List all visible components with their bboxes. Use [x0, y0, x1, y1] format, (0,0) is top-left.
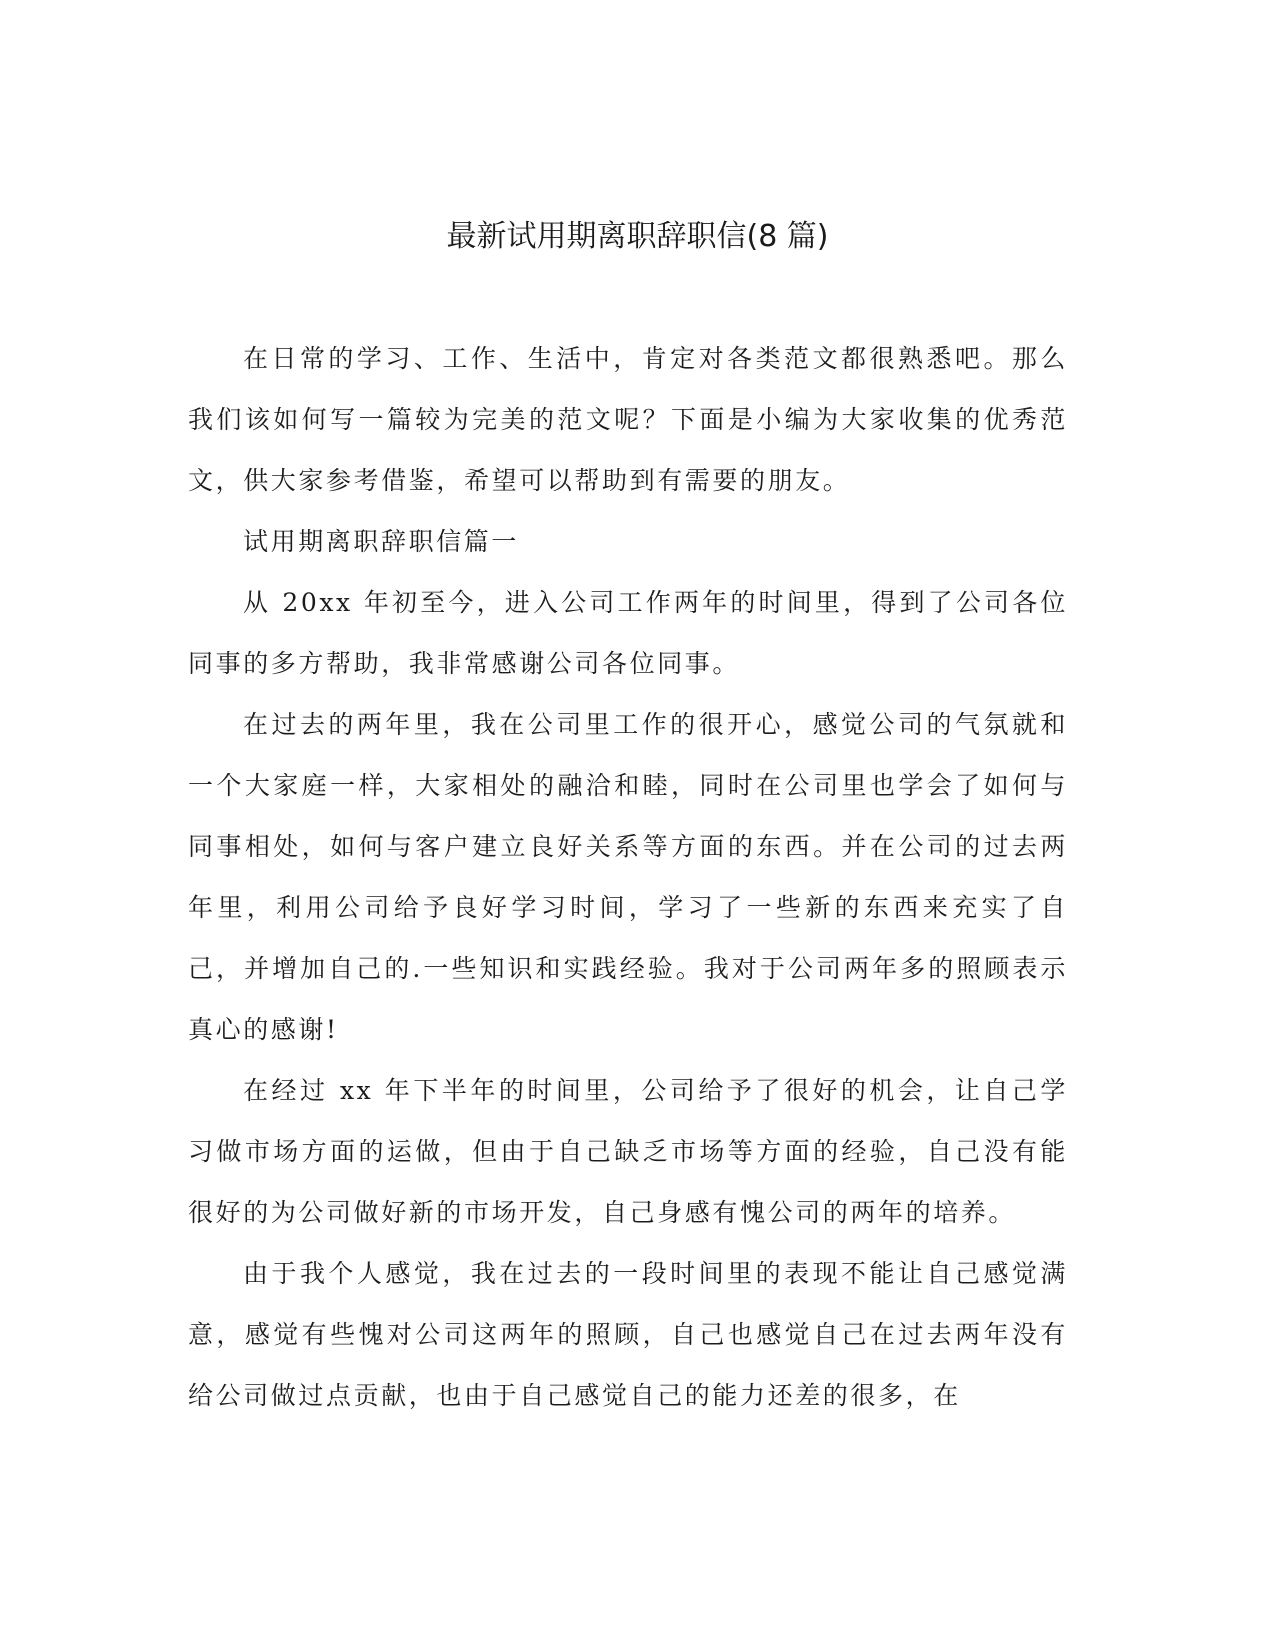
paragraph: 在经过 xx 年下半年的时间里，公司给予了很好的机会，让自己学习做市场方面的运做，但由于自己缺乏市场等方面的经验，自己没有能很好的为公司做好新的市场开发，自己身感有愧公司的两年的培养。: [188, 1076, 1068, 1227]
paragraph-intro: 在日常的学习、工作、生活中，肯定对各类范文都很熟悉吧。那么我们该如何写一篇较为完美的范文呢？下面是小编为大家收集的优秀范文，供大家参考借鉴，希望可以帮助到有需要的朋友。: [188, 344, 1068, 495]
section-heading: 试用期离职辞职信篇一: [243, 527, 520, 556]
paragraph: 在过去的两年里，我在公司里工作的很开心，感觉公司的气氛就和一个大家庭一样，大家相处的融洽和睦，同时在公司里也学会了如何与同事相处，如何与客户建立良好关系等方面的东西。并在公司的过去两年里，利用公司给予良好学习时间，学习了一些新的东西来充实了自己，并增加自己的.一些知识和实践经验。我对于公司两年多的照顾表示真心的感谢!: [188, 710, 1068, 1044]
paragraph: 由于我个人感觉，我在过去的一段时间里的表现不能让自己感觉满意，感觉有些愧对公司这两年的照顾，自己也感觉自己在过去两年没有给公司做过点贡献，也由于自己感觉自己的能力还差的很多，在: [188, 1259, 1068, 1410]
document-title: 最新试用期离职辞职信(8 篇): [446, 219, 829, 254]
paragraph: 从 20xx 年初至今，进入公司工作两年的时间里，得到了公司各位同事的多方帮助，我非常感谢公司各位同事。: [188, 588, 1068, 678]
document-body: [188, 328, 1068, 1426]
